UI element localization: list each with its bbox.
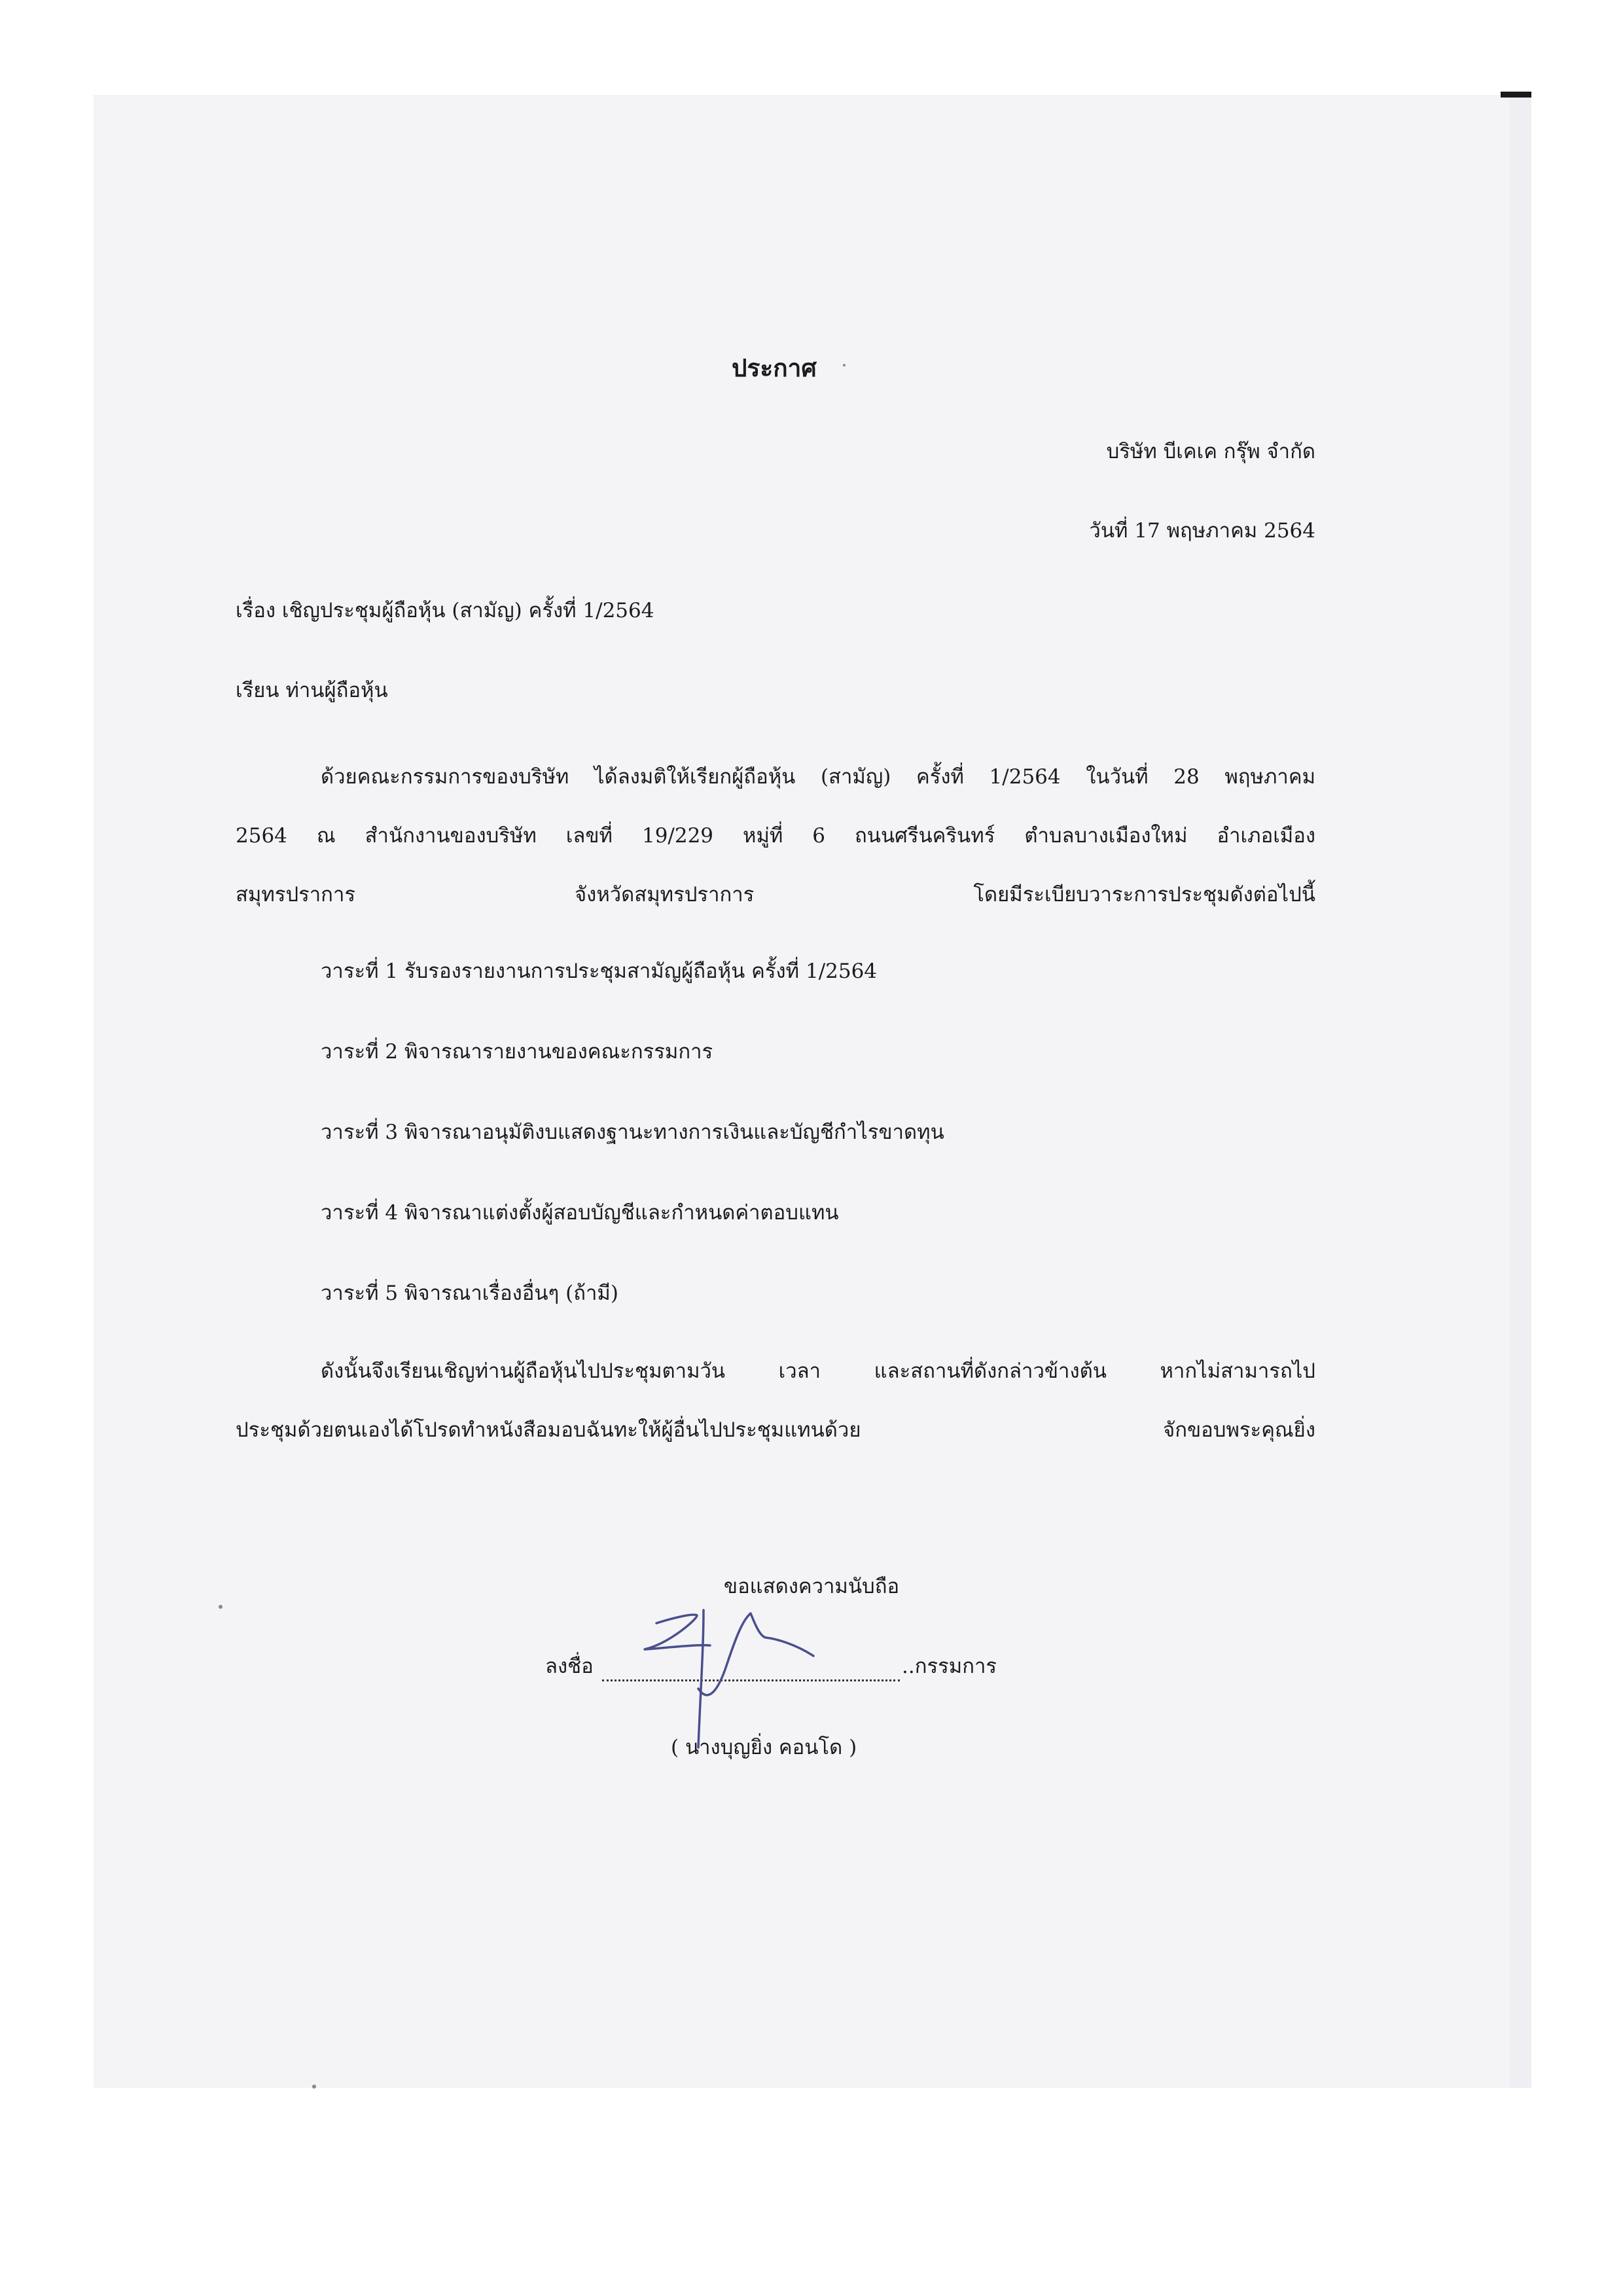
agenda-item: วาระที่ 3 พิจารณาอนุมัติงบแสดงฐานะทางการเงินและบัญชีกำไรขาดทุน	[321, 1121, 944, 1144]
subject-line: เรื่อง เชิญประชุมผู้ถือหุ้น (สามัญ) ครั้งที่ 1/2564	[236, 599, 654, 622]
intro-line: 2564 ณ สำนักงานของบริษัท เลขที่ 19/229 หมู่ที่ 6 ถนนศรีนครินทร์ ตำบลบางเมืองใหม่ อำเภอเมือง	[236, 824, 1315, 848]
document-title: ประกาศ	[732, 353, 817, 382]
page-edge-shadow	[1510, 95, 1531, 2088]
scan-speck	[219, 1605, 223, 1609]
closing-paragraph	[236, 1342, 1315, 1460]
regards-text: ขอแสดงความนับถือ	[723, 1575, 900, 1598]
closing-line: ดังนั้นจึงเรียนเชิญท่านผู้ถือหุ้นไปประชุมตามวัน เวลา และสถานที่ดังกล่าวข้างต้น หากไม่สามารถไป	[321, 1359, 1315, 1383]
document-date: วันที่ 17 พฤษภาคม 2564	[1089, 519, 1315, 543]
signer-name: ( นางบุญยิ่ง คอนโด )	[671, 1736, 857, 1759]
intro-paragraph	[236, 747, 1315, 924]
scanned-page	[94, 95, 1531, 2088]
closing-line: ประชุมด้วยตนเองได้โปรดทำหนังสือมอบฉันทะให้ผู้อื่นไปประชุมแทนด้วย จักขอบพระคุณยิ่ง	[236, 1418, 1315, 1442]
agenda-item: วาระที่ 4 พิจารณาแต่งตั้งผู้สอบบัญชีและกำหนดค่าตอบแทน	[321, 1201, 839, 1225]
scan-speck	[843, 364, 846, 367]
sign-prefix: ลงชื่อ	[545, 1655, 594, 1678]
addressee-line: เรียน ท่านผู้ถือหุ้น	[236, 679, 388, 702]
intro-line: ด้วยคณะกรรมการของบริษัท ได้ลงมติให้เรียกผู้ถือหุ้น (สามัญ) ครั้งที่ 1/2564 ในวันที่ 28 พฤษภาคม	[321, 765, 1315, 789]
scan-corner-mark	[1501, 92, 1531, 98]
agenda-item: วาระที่ 2 พิจารณารายงานของคณะกรรมการ	[321, 1040, 713, 1064]
scan-speck	[312, 2085, 316, 2089]
company-name: บริษัท บีเคเค กรุ๊พ จำกัด	[1106, 440, 1315, 463]
intro-line: สมุทรปราการ จังหวัดสมุทรปราการ โดยมีระเบียบวาระการประชุมดังต่อไปนี้	[236, 883, 1315, 906]
sign-role: ..กรรมการ	[902, 1655, 997, 1678]
agenda-item: วาระที่ 1 รับรองรายงานการประชุมสามัญผู้ถือหุ้น ครั้งที่ 1/2564	[321, 960, 878, 983]
agenda-item: วาระที่ 5 พิจารณาเรื่องอื่นๆ (ถ้ามี)	[321, 1282, 618, 1305]
